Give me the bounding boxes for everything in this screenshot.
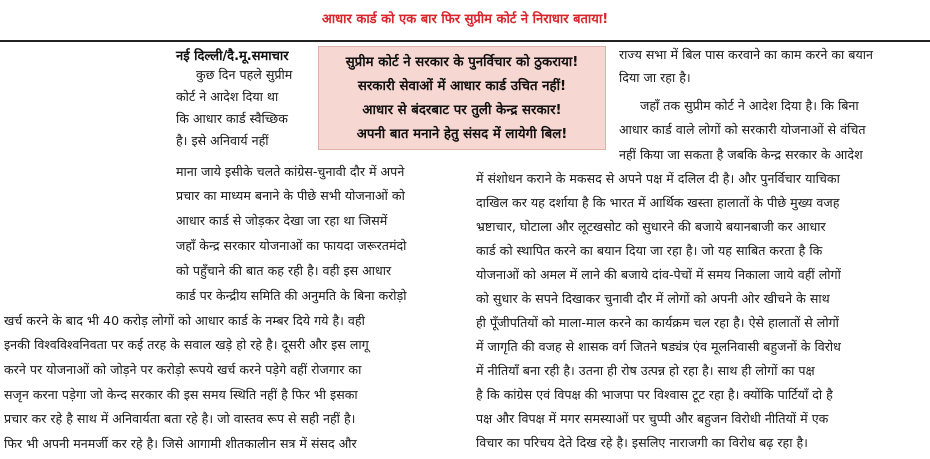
body-line: भ्रष्टाचार, घोटाला और लूटखसोट को सुधारने की बजाये बयानबाजी कर आधार [476,219,826,234]
body-line: जहाँ केन्द्र सरकार योजनाओं का फायदा जरूरतमंदो [176,238,407,253]
body-line: कोर्ट ने आदेश दिया था [176,89,279,104]
highlight-line: आधार से बंदरबाट पर तुली केन्द्र सरकार! [362,103,562,118]
body-line: आधार कार्ड वाले लोगों को सरकारी योजनाओं से वंचित [619,122,866,137]
body-line: कुछ दिन पहले सुप्रीम [196,67,293,82]
body-line: में नीतियाँ बना रही है। उतना ही रोष उत्पन्न हो रहा है। साथ ही लोगों का पक्ष [476,363,815,378]
body-line: दिया जा रहा है। [619,70,691,85]
highlight-line: सुप्रीम कोर्ट ने सरकार के पुनर्विचार को ठुकराया! [345,55,579,70]
headline-rule [0,40,930,42]
body-line: इनकी विश्वविश्वनिवता पर कई तरह के सवाल खड़े हो रहे है। दूसरी और इस लागू [4,337,369,352]
body-line: नहीं किया जा सकता है जबकि केन्द्र सरकार के आदेश [619,147,863,162]
body-line: आधार कार्ड से जोड़कर देखा जा रहा था जिसमें [176,213,388,228]
body-line: प्रचार का माध्यम बनाने के पीछे सभी योजनाओं को [176,188,405,203]
byline: नई दिल्ली/दै.मू.समाचार [176,49,289,64]
body-line: राज्य सभा में बिल पास करवाने का काम करने का बयान [619,47,873,62]
body-line: में जागृति की वजह से शासक वर्ग जितने षड्यंत्र एंव मूलनिवासी बहुजनों के विरोध [476,339,841,354]
body-line: को पहुँचाने की बात कह रही है। वही इस आधार [176,263,392,278]
body-line: प्रचार कर रहे है साथ में अनिवार्यता बता रहे है। जो वास्तव रूप से सही नहीं है। [4,411,356,426]
body-line: पक्ष और विपक्ष में मगर समस्याओं पर चुप्पी और बहुजन विरोधी नीतियों में एक [476,411,829,426]
highlight-line: अपनी बात मनाने हेतु संसद में लायेगी बिल! [356,127,568,142]
body-line: करने पर योजनाओं को जोड़ने पर करोड़ो रूपये खर्च करने पड़ेगे वहीं रोजगार का [4,362,362,377]
body-line: योजनाओं को अमल में लाने की बजाये दांव-पेचों में समय निकाला जाये वहीं लोगों [476,267,841,282]
body-line: है कि कांग्रेस एवं विपक्ष की भाजपा पर विश्वास टूट रहा है। क्योंकि पार्टियाँ दो है [476,387,833,402]
body-line: जहाँ तक सुप्रीम कोर्ट ने आदेश दिया है। कि बिना [640,98,859,113]
body-line: खर्च करने के बाद भी 40 करोड़ लोगों को आधार कार्ड के नम्बर दिये गये है। वही [4,313,365,328]
body-line: में संशोधन कराने के मकसद से अपने पक्ष में दलिल दी है। और पुनर्विचार याचिका [476,171,840,186]
highlight-line: सरकारी सेवाओं में आधार कार्ड उचित नहीं! [357,79,567,94]
highlight-box [318,46,606,150]
body-line: सजृन करना पड़ेगा जो केन्द सरकार की इस समय स्थिति नहीं है फिर भी इसका [4,387,358,402]
body-line: विचार का परिचय देते दिख रहे है। इसलिए नाराजगी का विरोध बढ़ रहा है। [476,435,808,450]
headline: आधार कार्ड को एक बार फिर सुप्रीम कोर्ट ने निराधार बताया! [321,12,609,27]
body-line: कि आधार कार्ड स्वैच्छिक [176,111,288,126]
body-line: दाखिल कर यह दर्शाया है कि भारत में आर्थिक खस्ता हालातों के पीछे मुख्य वजह [476,195,840,210]
body-line: को सुधार के सपने दिखाकर चुनावी दौर में लोगों को अपनी ओर खीचने के साथ [476,291,830,306]
body-line: कार्ड पर केन्द्रीय समिति की अनुमति के बिना करोड़ो [176,288,407,303]
body-line: फिर भी अपनी मनमर्जी कर रहे है। जिसे आगामी शीतकालीन सत्र में संसद और [4,436,357,451]
body-line: माना जाये इसीके चलते कांग्रेस-चुनावी दौर में अपने [176,164,405,179]
body-line: कार्ड को स्थापित करने का बयान दिया जा रहा है। जो यह साबित करता है कि [476,243,823,258]
body-line: है। इसे अनिवार्य नहीं [176,133,269,148]
body-line: ही पूँजीपतियों को माला-माल करने का कार्यक्रम चल रहा है। ऐसे हालातों से लोगों [476,315,839,330]
